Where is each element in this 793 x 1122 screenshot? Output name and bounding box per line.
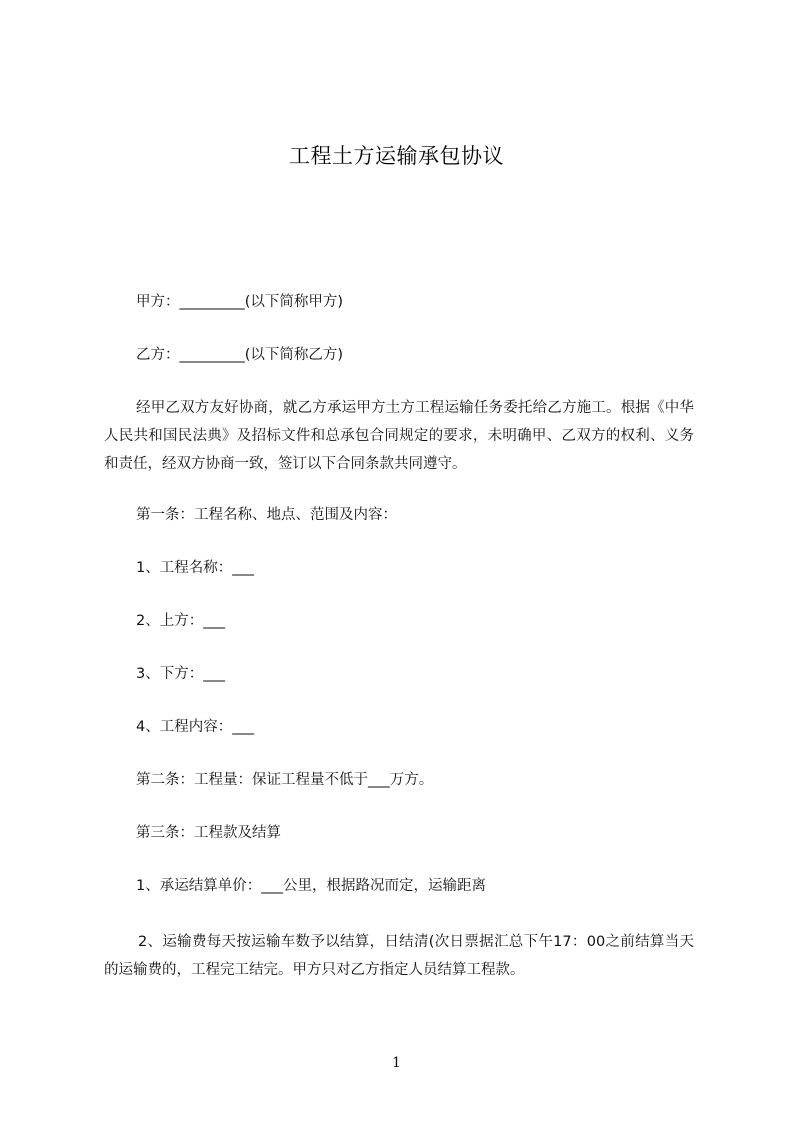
- settlement-payment-paragraph: 2、运输费每天按运输车数予以结算，日结清(次日票据汇总下午17：00之前结算当天的运输费的，工程完工结完。甲方只对乙方指定人员结算工程款。: [104, 934, 694, 978]
- article-3-heading: 第三条：工程款及结算: [136, 825, 281, 841]
- article-1-heading: 第一条：工程名称、地点、范围及内容：: [136, 507, 397, 523]
- party-b-line: 乙方：_________(以下简称乙方): [136, 347, 344, 363]
- intro-paragraph: 经甲乙双方友好协商，就乙方承运甲方土方工程运输任务委托给乙方施工。根据《中华人民共和国民法典》及招标文件和总承包合同规定的要求，未明确甲、乙双方的权利、义务和责任，经双方协商一致，签订以下合同条款共同遵守。: [104, 400, 694, 472]
- project-content-item: 4、工程内容：___: [136, 719, 254, 735]
- article-2-line: 第二条：工程量：保证工程量不低于___万方。: [136, 772, 434, 788]
- upper-site-item: 2、上方：___: [136, 613, 225, 629]
- page-number: 1: [392, 1055, 401, 1071]
- project-name-item: 1、工程名称：___: [136, 560, 254, 576]
- settlement-price-item: 1、承运结算单价：___公里，根据路况而定，运输距离: [136, 878, 486, 894]
- party-a-line: 甲方：_________(以下简称甲方): [136, 294, 344, 310]
- lower-site-item: 3、下方：___: [136, 666, 225, 682]
- document-title: 工程土方运输承包协议: [289, 144, 504, 168]
